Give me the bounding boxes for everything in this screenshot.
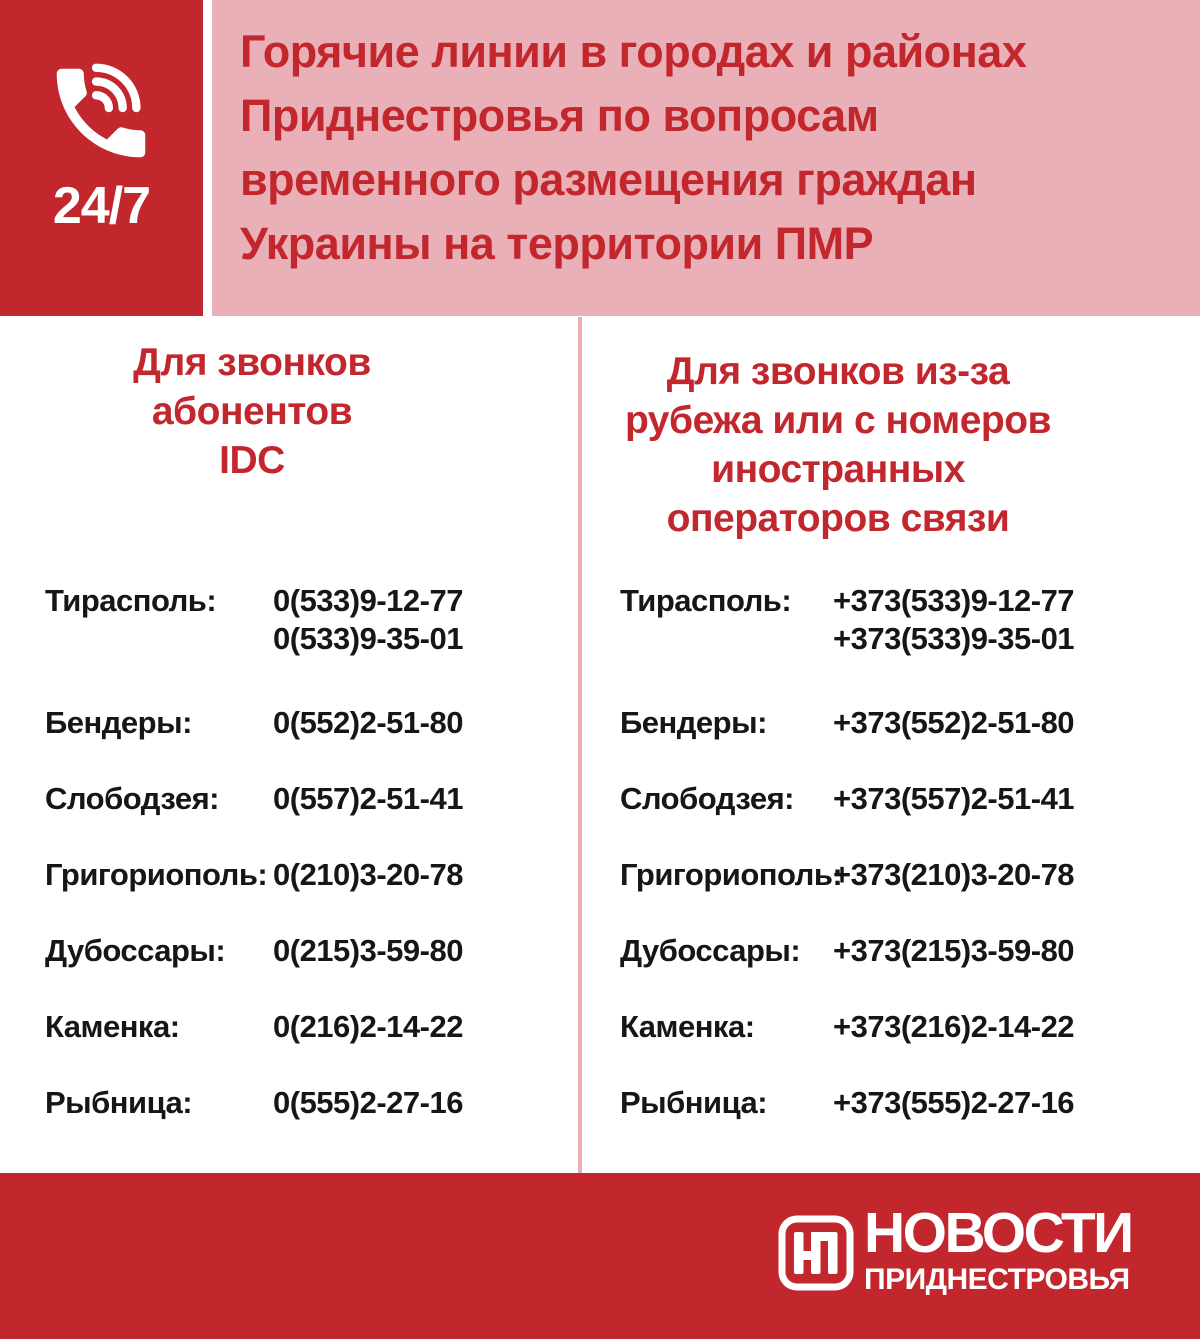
- phone-numbers: [273, 780, 555, 818]
- column-header-idc: [20, 338, 484, 485]
- city-label: Бендеры:: [620, 705, 767, 740]
- city-label: Дубоссары:: [45, 933, 226, 968]
- city-label: Каменка:: [620, 1009, 755, 1044]
- city-label: Бендеры:: [45, 705, 192, 740]
- city-label: Каменка:: [45, 1009, 180, 1044]
- phone-numbers: [273, 1008, 555, 1046]
- city-label: Григориополь:: [45, 857, 268, 892]
- title-line: Украины на территории ПМР: [240, 218, 874, 269]
- city-label: Рыбница:: [45, 1085, 193, 1120]
- availability-badge: 24/7: [52, 177, 151, 235]
- hotline-list-international: [620, 582, 1195, 1160]
- column-header-line: абонентов: [151, 390, 353, 433]
- column-divider: [578, 317, 582, 1173]
- phone-number: 0(533)9-12-77: [273, 583, 463, 618]
- phone-waves-icon: [42, 54, 160, 172]
- phone-numbers: [273, 704, 555, 742]
- logo-title: НОВОСТИ: [864, 1201, 1132, 1265]
- hotline-row: [45, 1008, 555, 1046]
- column-header-international: [600, 347, 1076, 543]
- hotline-row: [620, 932, 1195, 970]
- title-line: временного размещения граждан: [240, 154, 977, 205]
- city-label: Дубоссары:: [620, 933, 801, 968]
- phone-numbers: [833, 856, 1195, 894]
- phone-number: +373(215)3-59-80: [833, 933, 1075, 968]
- phone-numbers: [833, 1008, 1195, 1046]
- hotline-row: [45, 932, 555, 970]
- hotline-row: [45, 780, 555, 818]
- hotline-row: [620, 1084, 1195, 1122]
- phone-numbers: [833, 780, 1195, 818]
- phone-numbers: [833, 582, 1195, 658]
- phone-number: 0(557)2-51-41: [273, 781, 463, 816]
- city-label: Тирасполь:: [620, 583, 792, 618]
- column-header-line: IDC: [219, 439, 285, 482]
- badge-panel: [0, 0, 203, 316]
- footer-logo: [864, 1203, 1132, 1296]
- phone-numbers: [273, 582, 555, 658]
- phone-numbers: [273, 856, 555, 894]
- phone-number: 0(216)2-14-22: [273, 1009, 463, 1044]
- phone-number: +373(555)2-27-16: [833, 1085, 1075, 1120]
- hotline-row: [620, 582, 1195, 658]
- hotline-row: [620, 704, 1195, 742]
- hotline-row: [620, 856, 1195, 894]
- city-label: Тирасполь:: [45, 583, 217, 618]
- phone-numbers: [833, 932, 1195, 970]
- phone-number: +373(552)2-51-80: [833, 705, 1075, 740]
- phone-number: +373(210)3-20-78: [833, 857, 1075, 892]
- column-header-line: операторов связи: [666, 497, 1010, 540]
- np-monogram-icon: [778, 1215, 854, 1291]
- phone-number: +373(533)9-35-01: [833, 621, 1075, 656]
- phone-number: +373(533)9-12-77: [833, 583, 1075, 618]
- hotline-row: [620, 780, 1195, 818]
- column-header-line: рубежа или с номеров: [624, 399, 1052, 442]
- hotline-row: [45, 1084, 555, 1122]
- phone-numbers: [273, 932, 555, 970]
- hotline-row: [45, 856, 555, 894]
- city-label: Слободзея:: [620, 781, 794, 816]
- phone-number: +373(216)2-14-22: [833, 1009, 1075, 1044]
- phone-numbers: [833, 704, 1195, 742]
- city-label: Слободзея:: [45, 781, 219, 816]
- phone-number: 0(555)2-27-16: [273, 1085, 463, 1120]
- hotline-list-idc: [45, 582, 555, 1160]
- hotline-row: [45, 582, 555, 658]
- phone-number: 0(215)3-59-80: [273, 933, 463, 968]
- phone-number: 0(533)9-35-01: [273, 621, 463, 656]
- column-header-line: Для звонков: [133, 341, 371, 384]
- column-header-line: Для звонков из-за: [666, 350, 1010, 393]
- phone-number: 0(210)3-20-78: [273, 857, 463, 892]
- logo-subtitle: ПРИДНЕСТРОВЬЯ: [864, 1263, 1130, 1296]
- title-line: Горячие линии в городах и районах: [240, 26, 1027, 77]
- title-line: Приднестровья по вопросам: [240, 90, 879, 141]
- footer-bar: [0, 1173, 1200, 1339]
- column-header-line: иностранных: [711, 448, 965, 491]
- page-title: [240, 20, 1026, 276]
- city-label: Рыбница:: [620, 1085, 768, 1120]
- phone-number: +373(557)2-51-41: [833, 781, 1075, 816]
- city-label: Григориополь:: [620, 857, 843, 892]
- header-panel: [212, 0, 1200, 316]
- hotline-row: [45, 704, 555, 742]
- hotline-row: [620, 1008, 1195, 1046]
- phone-number: 0(552)2-51-80: [273, 705, 463, 740]
- phone-numbers: [273, 1084, 555, 1122]
- phone-numbers: [833, 1084, 1195, 1122]
